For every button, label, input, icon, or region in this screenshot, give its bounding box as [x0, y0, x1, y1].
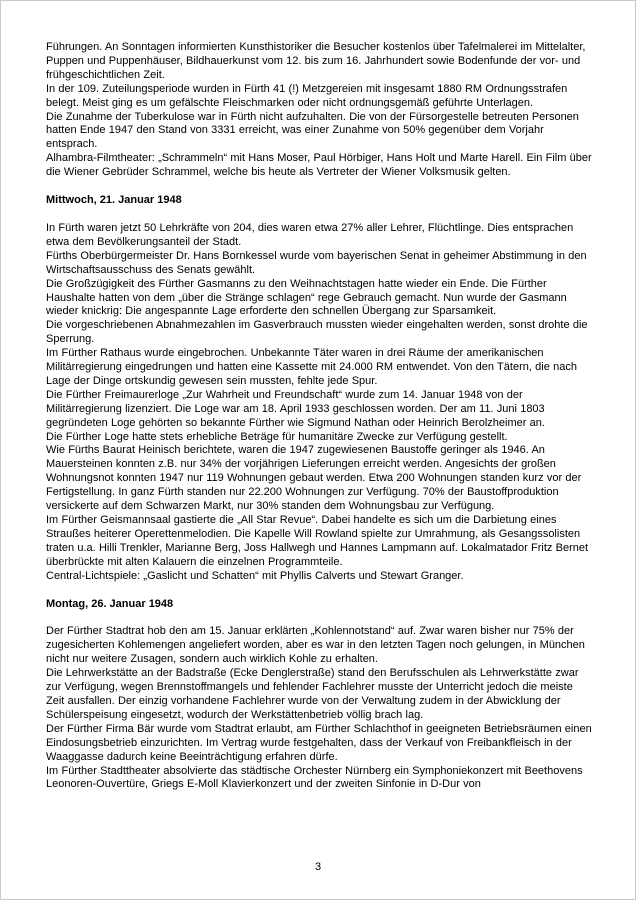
paragraph: Im Fürther Rathaus wurde eingebrochen. Unbekannte Täter waren in drei Räume der amerikanischen Militärregierung eingedrungen und hatten eine Kassette mit 24.000 RM entwendet. Von den Tätern, die nach Lage der Dinge ortskundig gewesen sein mussten, fehlte jede Spur. — [46, 347, 577, 387]
paragraph: Führungen. An Sonntagen informierten Kunsthistoriker die Besucher kostenlos über Tafelmalerei im Mittelalter, Puppen und Puppenhäuser, Bildhauerkunst vom 12. bis zum 16. Jahrhundert sowie Bodenfunde der vor- und frühgeschichtlichen Zeit. — [46, 41, 586, 81]
paragraph: Die Zunahme der Tuberkulose war in Fürth nicht aufzuhalten. Die von der Fürsorgestelle betreuten Personen hatten Ende 1947 den Stand von 3331 erreicht, was einer Zunahme von 50% gegenüber dem Vorjahr entsprach. — [46, 110, 579, 151]
paragraph: Der Fürther Stadtrat hob den am 15. Januar erklärten „Kohlennotstand“ auf. Zwar waren bisher nur 75% der zugesicherten Kohlemengen angeliefert worden, aber es war in den letzten Tagen noch gelungen, in München nicht nur weitere Zusagen, sondern auch wirklich Kohle zu erhalten. — [46, 625, 585, 666]
paragraph: Die Großzügigkeit des Fürther Gasmanns zu den Weihnachtstagen hatte wieder ein Ende. Die Fürther Haushalte hatten von dem „über die Stränge schlagen“ rege Gebrauch gemacht. Nun wurde der Gasmann wieder knickrig: Die angespannte Lage erforderte den schnellen Übergang zur Sparsamkeit. — [46, 277, 567, 318]
paragraph: In Fürth waren jetzt 50 Lehrkräfte von 204, dies waren etwa 27% aller Lehrer, Flüchtlinge. Dies entsprachen etwa dem Bevölkerungsanteil der Stadt. — [46, 221, 574, 248]
paragraph: Der Fürther Firma Bär wurde vom Stadtrat erlaubt, am Fürther Schlachthof in geeigneten Betriebsräumen einen Eindosungsbetrieb einzurichten. Im Vertrag wurde festgehalten, dass der Verkauf von Freibankfleisch in der Waaggasse dadurch keine Beeinträchtigung erfahren dürfe. — [46, 722, 592, 763]
paragraph: Alhambra-Filmtheater: „Schrammeln“ mit Hans Moser, Paul Hörbiger, Hans Holt und Marte Harell. Ein Film über die Wiener Gebrüder Schrammel, welche bis heute als Vertreter der Wiener Volksmusik gelten. — [46, 152, 592, 179]
paragraph: Im Fürther Geismannsaal gastierte die „All Star Revue“. Dabei handelte es sich um die Darbietung eines Straußes heiterer Operettenmelodien. Die Kapelle Will Rowland spielte zur Umrahmung, als Gesangssolisten traten u.a. Hilli Trenkler, Marianne Berg, Joss Hallwegh und Hannes Lampmann auf. Lokalmatador Fritz Bernet überbrückte mit alten Kalauern die einzelnen Programmteile. — [46, 514, 589, 568]
page-number: 3 — [314, 861, 322, 874]
paragraph: Die Lehrwerkstätte an der Badstraße (Ecke Denglerstraße) stand den Berufsschulen als Lehrwerkstätte zwar zur Verfügung, wegen Brennstoffmangels und fehlender Fachlehrer musste der Unterricht jedoch die meiste Zeit ausfallen. Der einzig vorhandene Fachlehrer wurde von der Verwaltung zudem in der Abwicklung der Schülerspeisung eingesetzt, wodurch der Werkstättenbetrieb völlig brach lag. — [46, 667, 579, 721]
paragraph: Central-Lichtspiele: „Gaslicht und Schatten“ mit Phyllis Calverts und Stewart Granger. — [46, 569, 464, 582]
paragraph: Die vorgeschriebenen Abnahmezahlen im Gasverbrauch mussten wieder eingehalten werden, sonst drohte die Sperrung. — [46, 319, 588, 346]
document-body — [46, 41, 594, 792]
paragraph: Die Fürther Freimaurerloge „Zur Wahrheit und Freundschaft“ wurde zum 14. Januar 1948 von der Militärregierung lizenziert. Die Loge war am 18. April 1933 geschlossen worden. Der am 11. Juni 1803 gegründeten Loge gehörten so bekannte Fürther wie Sigmund Nathan oder Heinrich Berolzheimer an. — [46, 388, 545, 429]
section-heading: Mittwoch, 21. Januar 1948 — [46, 194, 182, 207]
paragraph: Die Fürther Loge hatte stets erhebliche Beträge für humanitäre Zwecke zur Verfügung gestellt. — [46, 430, 508, 443]
section-heading: Montag, 26. Januar 1948 — [46, 597, 174, 610]
paragraph: Im Fürther Stadttheater absolvierte das städtische Orchester Nürnberg ein Symphoniekonzert mit Beethovens Leonoren-Ouvertüre, Griegs E-Moll Klavierkonzert und der zweiten Sinfonie in D-Dur von — [46, 764, 583, 791]
paragraph: Wie Fürths Baurat Heinisch berichtete, waren die 1947 zugewiesenen Baustoffe geringer als 1946. An Mauersteinen konnten z.B. nur 34% der vorjährigen Lieferungen erreicht werden. Angesichts der großen Wohnungsnot konnten 1947 nur 119 Wohnungen gebaut werden. Etwa 200 Wohnungen standen kurz vor der Fertigstellung. In ganz Fürth standen nur 22.200 Wohnungen zur Verfügung. 70% der Baustoffproduktion versickerte auf dem Schwarzen Markt, nur 30% standen dem Wohnungsbau zur Verfügung. — [46, 444, 582, 513]
paragraph: In der 109. Zuteilungsperiode wurden in Fürth 41 (!) Metzgereien mit insgesamt 1880 RM Ordnungsstrafen belegt. Meist ging es um gefälschte Fleischmarken oder nicht ordnungsgemäß geführte Unterlagen. — [46, 82, 568, 109]
paragraph: Fürths Oberbürgermeister Dr. Hans Bornkessel wurde vom bayerischen Senat in geheimer Abstimmung in den Wirtschaftsausschuss des Senats gewählt. — [46, 249, 587, 276]
